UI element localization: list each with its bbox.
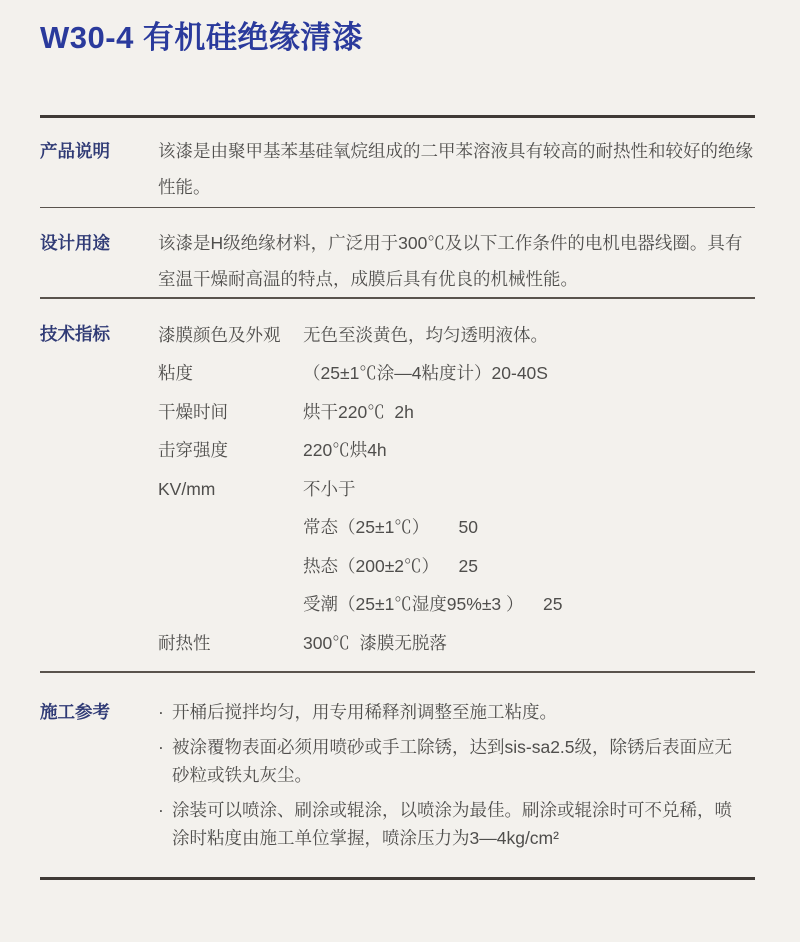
spec-value: 300℃ 漆膜无脱落 [303, 632, 447, 653]
page-title: W30-4 有机硅绝缘清漆 [40, 20, 364, 55]
section-product-description [40, 133, 755, 205]
spec-name [158, 585, 303, 624]
spec-row [158, 431, 755, 470]
list-item-text: 被涂覆物表面必须用喷砂或手工除锈，达到sis-sa2.5级，除锈后表面应无砂粒或铁丸灰尘。 [172, 737, 733, 785]
divider [40, 115, 755, 118]
section-label: 技术指标 [40, 323, 110, 344]
spec-value: 热态（200±2℃） 25 [303, 555, 478, 576]
bullet-list [158, 699, 755, 861]
spec-name: 击穿强度 [158, 440, 228, 460]
spec-name [158, 508, 303, 547]
section-label: 产品说明 [40, 140, 110, 161]
section-design-use [40, 225, 755, 297]
spec-value: 220℃烘4h [303, 440, 387, 460]
section-text: 该漆是由聚甲基苯基硅氧烷组成的二甲苯溶液具有较高的耐热性和较好的绝缘性能。 [158, 140, 753, 197]
section-application-notes [40, 699, 755, 861]
divider [40, 671, 755, 673]
spec-name: 粘度 [158, 363, 193, 383]
spec-row [158, 393, 755, 432]
bullet-icon: · [158, 737, 164, 757]
divider [40, 207, 755, 209]
spec-value: 不小于 [303, 478, 356, 499]
spec-value: 受潮（25±1℃湿度95%±3 ） 25 [303, 594, 563, 614]
bullet-icon: · [158, 800, 164, 820]
spec-row [158, 585, 755, 624]
list-item-text: 开桶后搅拌均匀，用专用稀释剂调整至施工粘度。 [172, 701, 557, 722]
spec-value: 常态（25±1℃） 50 [303, 517, 478, 537]
section-technical-specs [40, 316, 755, 663]
section-label: 施工参考 [40, 701, 110, 722]
spec-row [158, 547, 755, 586]
spec-row [158, 624, 755, 663]
spec-row [158, 316, 755, 355]
spec-row [158, 354, 755, 393]
spec-row [158, 470, 755, 509]
section-label: 设计用途 [40, 233, 110, 253]
section-text: 该漆是H级绝缘材料，广泛用于300℃及以下工作条件的电机电器线圈。具有室温干燥耐高温的特点，成膜后具有优良的机械性能。 [158, 233, 743, 289]
bullet-icon: · [158, 701, 164, 722]
spec-name: 漆膜颜色及外观 [158, 324, 281, 345]
spec-row [158, 508, 755, 547]
spec-table [158, 316, 755, 663]
divider [40, 877, 755, 880]
list-item [158, 699, 755, 727]
spec-value: 无色至淡黄色，均匀透明液体。 [303, 324, 548, 345]
spec-name [158, 547, 303, 586]
spec-name: 耐热性 [158, 632, 211, 653]
list-item [158, 734, 755, 789]
spec-value: 烘干220℃ 2h [303, 401, 414, 422]
spec-name: 干燥时间 [158, 401, 228, 422]
spec-value: （25±1℃涂—4粘度计）20-40S [303, 363, 548, 383]
list-item [158, 797, 755, 852]
divider [40, 297, 755, 299]
list-item-text: 涂装可以喷涂、刷涂或辊涂，以喷涂为最佳。刷涂或辊涂时可不兑稀，喷涂时粘度由施工单位掌握，喷涂压力为3—4kg/cm² [172, 800, 732, 848]
spec-name: KV/mm [158, 478, 216, 499]
